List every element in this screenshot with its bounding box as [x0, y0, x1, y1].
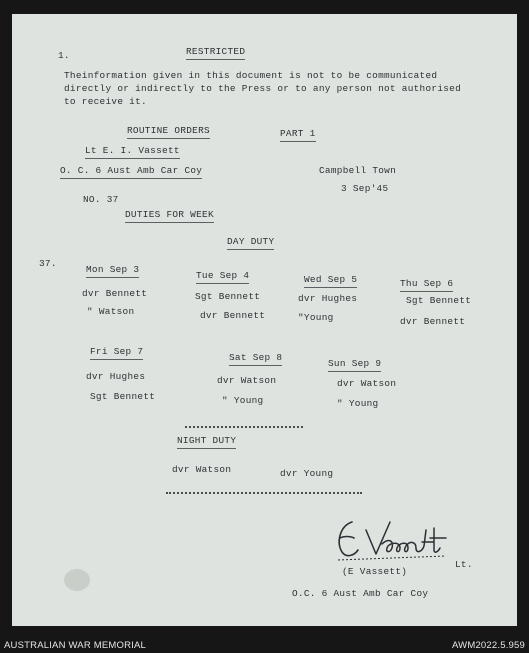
duty-sat-2: " Young — [222, 395, 264, 406]
order-date: 3 Sep'45 — [341, 183, 389, 194]
day-label-sat: Sat Sep 8 — [229, 352, 282, 366]
day-label-tue: Tue Sep 4 — [196, 270, 249, 284]
duty-mon-1: dvr Bennett — [82, 288, 148, 299]
night-duty-heading: NIGHT DUTY — [177, 435, 236, 449]
night-duty-2: dvr Young — [280, 468, 334, 479]
signatory-name: (E Vassett) — [342, 566, 408, 577]
paragraph-number: 37. — [39, 258, 57, 269]
signatory-role: O.C. 6 Aust Amb Car Coy — [292, 588, 429, 599]
duty-mon-2: " Watson — [87, 306, 135, 317]
day-label-fri: Fri Sep 7 — [90, 346, 143, 360]
margin-mark: 1. — [58, 50, 70, 61]
part-heading: PART 1 — [280, 128, 316, 142]
duties-heading: DUTIES FOR WEEK — [125, 209, 214, 223]
notice-line-3: to receive it. — [64, 96, 147, 107]
location: Campbell Town — [319, 165, 397, 176]
unit-name: O. C. 6 Aust Amb Car Coy — [60, 165, 202, 179]
notice-line-1: Theinformation given in this document is not to be communicated — [64, 70, 438, 81]
duty-fri-1: dvr Hughes — [86, 371, 146, 382]
duty-fri-2: Sgt Bennett — [90, 391, 156, 402]
paper-stain — [64, 569, 90, 591]
document-page — [12, 14, 517, 626]
duty-wed-1: dvr Hughes — [298, 293, 358, 304]
duty-wed-2: "Young — [298, 312, 334, 323]
day-label-thu: Thu Sep 6 — [400, 278, 453, 292]
day-label-sun: Sun Sep 9 — [328, 358, 381, 372]
officer-name: Lt E. I. Vassett — [85, 145, 180, 159]
archive-footer-right: AWM2022.5.959 — [451, 640, 525, 651]
archive-footer-left: AUSTRALIAN WAR MEMORIAL — [4, 640, 147, 651]
duty-tue-1: Sgt Bennett — [195, 291, 261, 302]
duty-thu-2: dvr Bennett — [400, 316, 466, 327]
day-label-wed: Wed Sep 5 — [304, 274, 357, 288]
day-duty-heading: DAY DUTY — [227, 236, 274, 250]
dotted-separator-2 — [166, 492, 362, 494]
duty-sat-1: dvr Watson — [217, 375, 277, 386]
signature-rank: Lt. — [455, 559, 473, 570]
duty-tue-2: dvr Bennett — [200, 310, 266, 321]
handwritten-signature — [330, 516, 460, 566]
notice-line-2: directly or indirectly to the Press or to any person not authorised — [64, 83, 462, 94]
duty-sun-1: dvr Watson — [337, 378, 397, 389]
day-label-mon: Mon Sep 3 — [86, 264, 139, 278]
routine-orders-heading: ROUTINE ORDERS — [127, 125, 210, 139]
night-duty-1: dvr Watson — [172, 464, 232, 475]
duty-sun-2: " Young — [337, 398, 379, 409]
classification-heading: RESTRICTED — [186, 46, 245, 60]
order-number: NO. 37 — [83, 194, 119, 205]
duty-thu-1: Sgt Bennett — [406, 295, 472, 306]
dotted-separator-1 — [185, 426, 303, 428]
